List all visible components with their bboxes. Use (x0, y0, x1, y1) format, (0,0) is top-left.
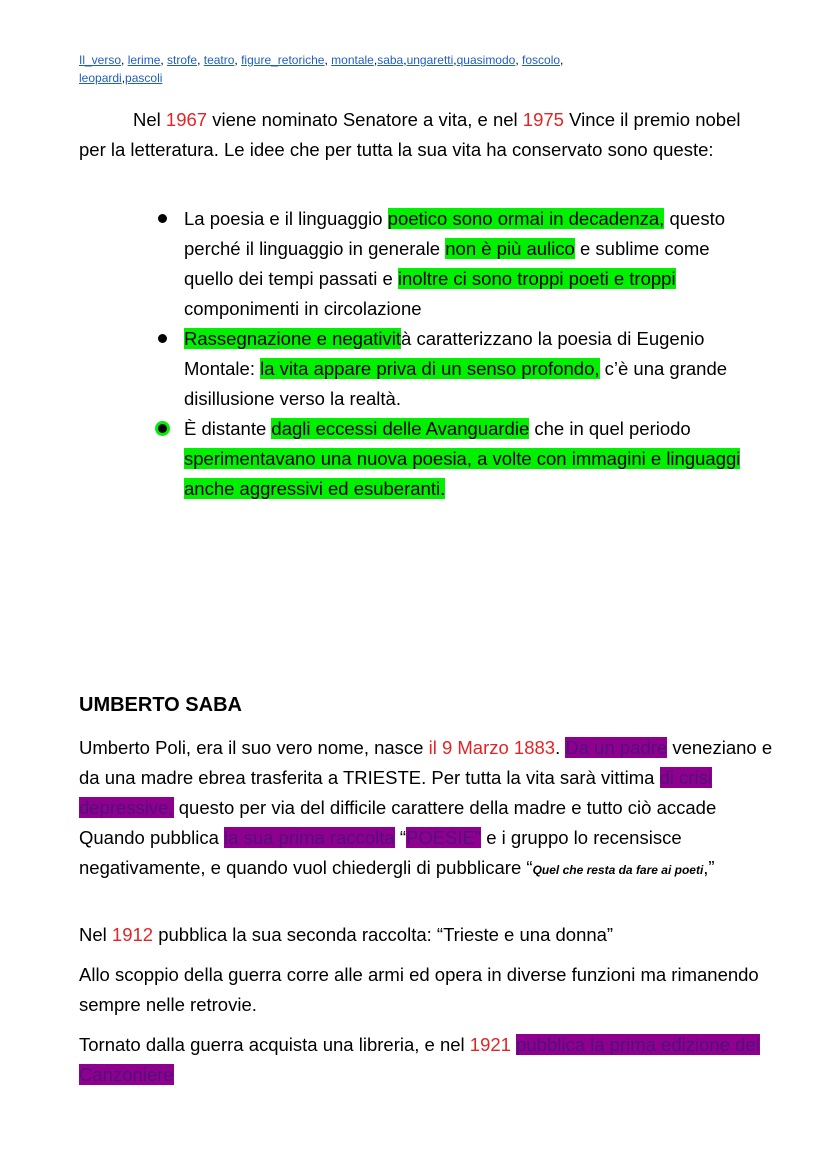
bullet-dot-icon (158, 424, 167, 433)
text: e sublime come quello dei tempi passati e (184, 238, 710, 289)
link-ungaretti[interactable]: ungaretti (406, 53, 454, 67)
birth-date: il 9 Marzo 1883 (428, 737, 556, 758)
highlight-green: sperimentavano una nuova poesia, a volte con immagini e linguaggi anche aggressivi ed esuberanti. (184, 448, 741, 499)
list-item (140, 414, 760, 504)
text: La poesia e il linguaggio (184, 208, 388, 229)
link-lerime[interactable]: lerime (127, 53, 161, 67)
topic-links-bar: Il_verso, lerime, strofe, teatro, figure_retoriche, montale,saba,ungaretti,quasimodo, foscolo, leopardi,pascoli (79, 53, 564, 85)
year-1975: 1975 (522, 109, 564, 130)
saba-war-paragraph: Allo scoppio della guerra corre alle armi ed opera in diverse funzioni ma rimanendo sempre nelle retrovie. (79, 964, 759, 1015)
text: e i gruppo lo recensisce negativamente, e quando vuol chiedergli di pubblicare “ (79, 827, 682, 878)
highlight-purple: la sua prima raccolta (224, 827, 395, 848)
text: Umberto Poli, era il suo vero nome, nasce (79, 737, 429, 758)
quoted-title: Quel che resta da fare ai poeti (532, 863, 704, 877)
montale-ideas-list (140, 204, 760, 504)
highlight-green: la vita appare priva di un senso profondo, (260, 358, 600, 379)
highlight-green: dagli eccessi delle Avanguardie (271, 418, 530, 439)
intro-text: Nel (133, 109, 166, 130)
highlight-purple: pubblica la prima edizione del Canzoniere (79, 1034, 760, 1085)
text: veneziano e da una madre ebrea trasferita a TRIESTE. Per tutta la vita sarà vittima (79, 737, 773, 788)
saba-biography-paragraph (79, 733, 779, 885)
year-1967: 1967 (165, 109, 208, 130)
text: Nel (79, 924, 112, 945)
highlight-purple: di crisi depressive, (79, 767, 713, 818)
link-leopardi[interactable]: leopardi (79, 71, 122, 85)
list-item (140, 204, 760, 324)
link-il-verso[interactable]: Il_verso (79, 53, 122, 67)
link-strofe[interactable]: strofe (167, 53, 198, 67)
year-1912: 1912 (111, 924, 154, 945)
list-item (140, 324, 760, 414)
text: c’è una grande disillusione verso la realtà. (184, 358, 728, 409)
saba-1921-paragraph (79, 1030, 779, 1090)
text: Tornato dalla guerra acquista una libreria, e nel (79, 1034, 470, 1055)
highlight-green: non è più aulico (445, 238, 575, 259)
text: pubblica la sua seconda raccolta: “Trieste e una donna” (153, 924, 614, 945)
highlight-purple: Da un padre (565, 737, 668, 758)
text: componimenti in circolazione (184, 298, 422, 319)
montale-intro-paragraph (79, 105, 769, 165)
text: questo perché il linguaggio in generale (184, 208, 725, 259)
link-figure-retoriche[interactable]: figure_retoriche (241, 53, 325, 67)
link-foscolo[interactable]: foscolo (522, 53, 561, 67)
intro-text: viene nominato Senatore a vita, e nel (207, 109, 523, 130)
text: che in quel periodo (529, 418, 691, 439)
text: “ (394, 827, 407, 848)
link-teatro[interactable]: teatro (203, 53, 235, 67)
year-1921: 1921 (469, 1034, 511, 1055)
highlight-green: inoltre ci sono troppi poeti e troppi (397, 268, 676, 289)
bullet-dot-icon (158, 334, 167, 343)
link-saba[interactable]: saba (377, 53, 404, 67)
highlight-green: poetico sono ormai in decadenza, (387, 208, 665, 229)
text: È distante (184, 418, 272, 439)
highlight-purple: POESIE” (406, 827, 482, 848)
link-quasimodo[interactable]: quasimodo (456, 53, 516, 67)
text: questo per via del difficile carattere della madre e tutto ciò accade Quando pubblica (79, 797, 717, 848)
saba-1912-paragraph (79, 920, 779, 950)
intro-text: Vince il premio nobel per la letteratura. Le idee che per tutta la sua vita ha conservato sono queste: (79, 109, 741, 160)
section-heading-saba: UMBERTO SABA (79, 694, 242, 716)
link-pascoli[interactable]: pascoli (125, 71, 163, 85)
highlight-green: Rassegnazione e negativit (184, 328, 402, 349)
text: à caratterizzano la poesia di Eugenio Montale: (184, 328, 705, 379)
text: ,” (703, 857, 715, 878)
text: . (555, 737, 566, 758)
link-montale[interactable]: montale (331, 53, 374, 67)
bullet-dot-icon (158, 214, 167, 223)
